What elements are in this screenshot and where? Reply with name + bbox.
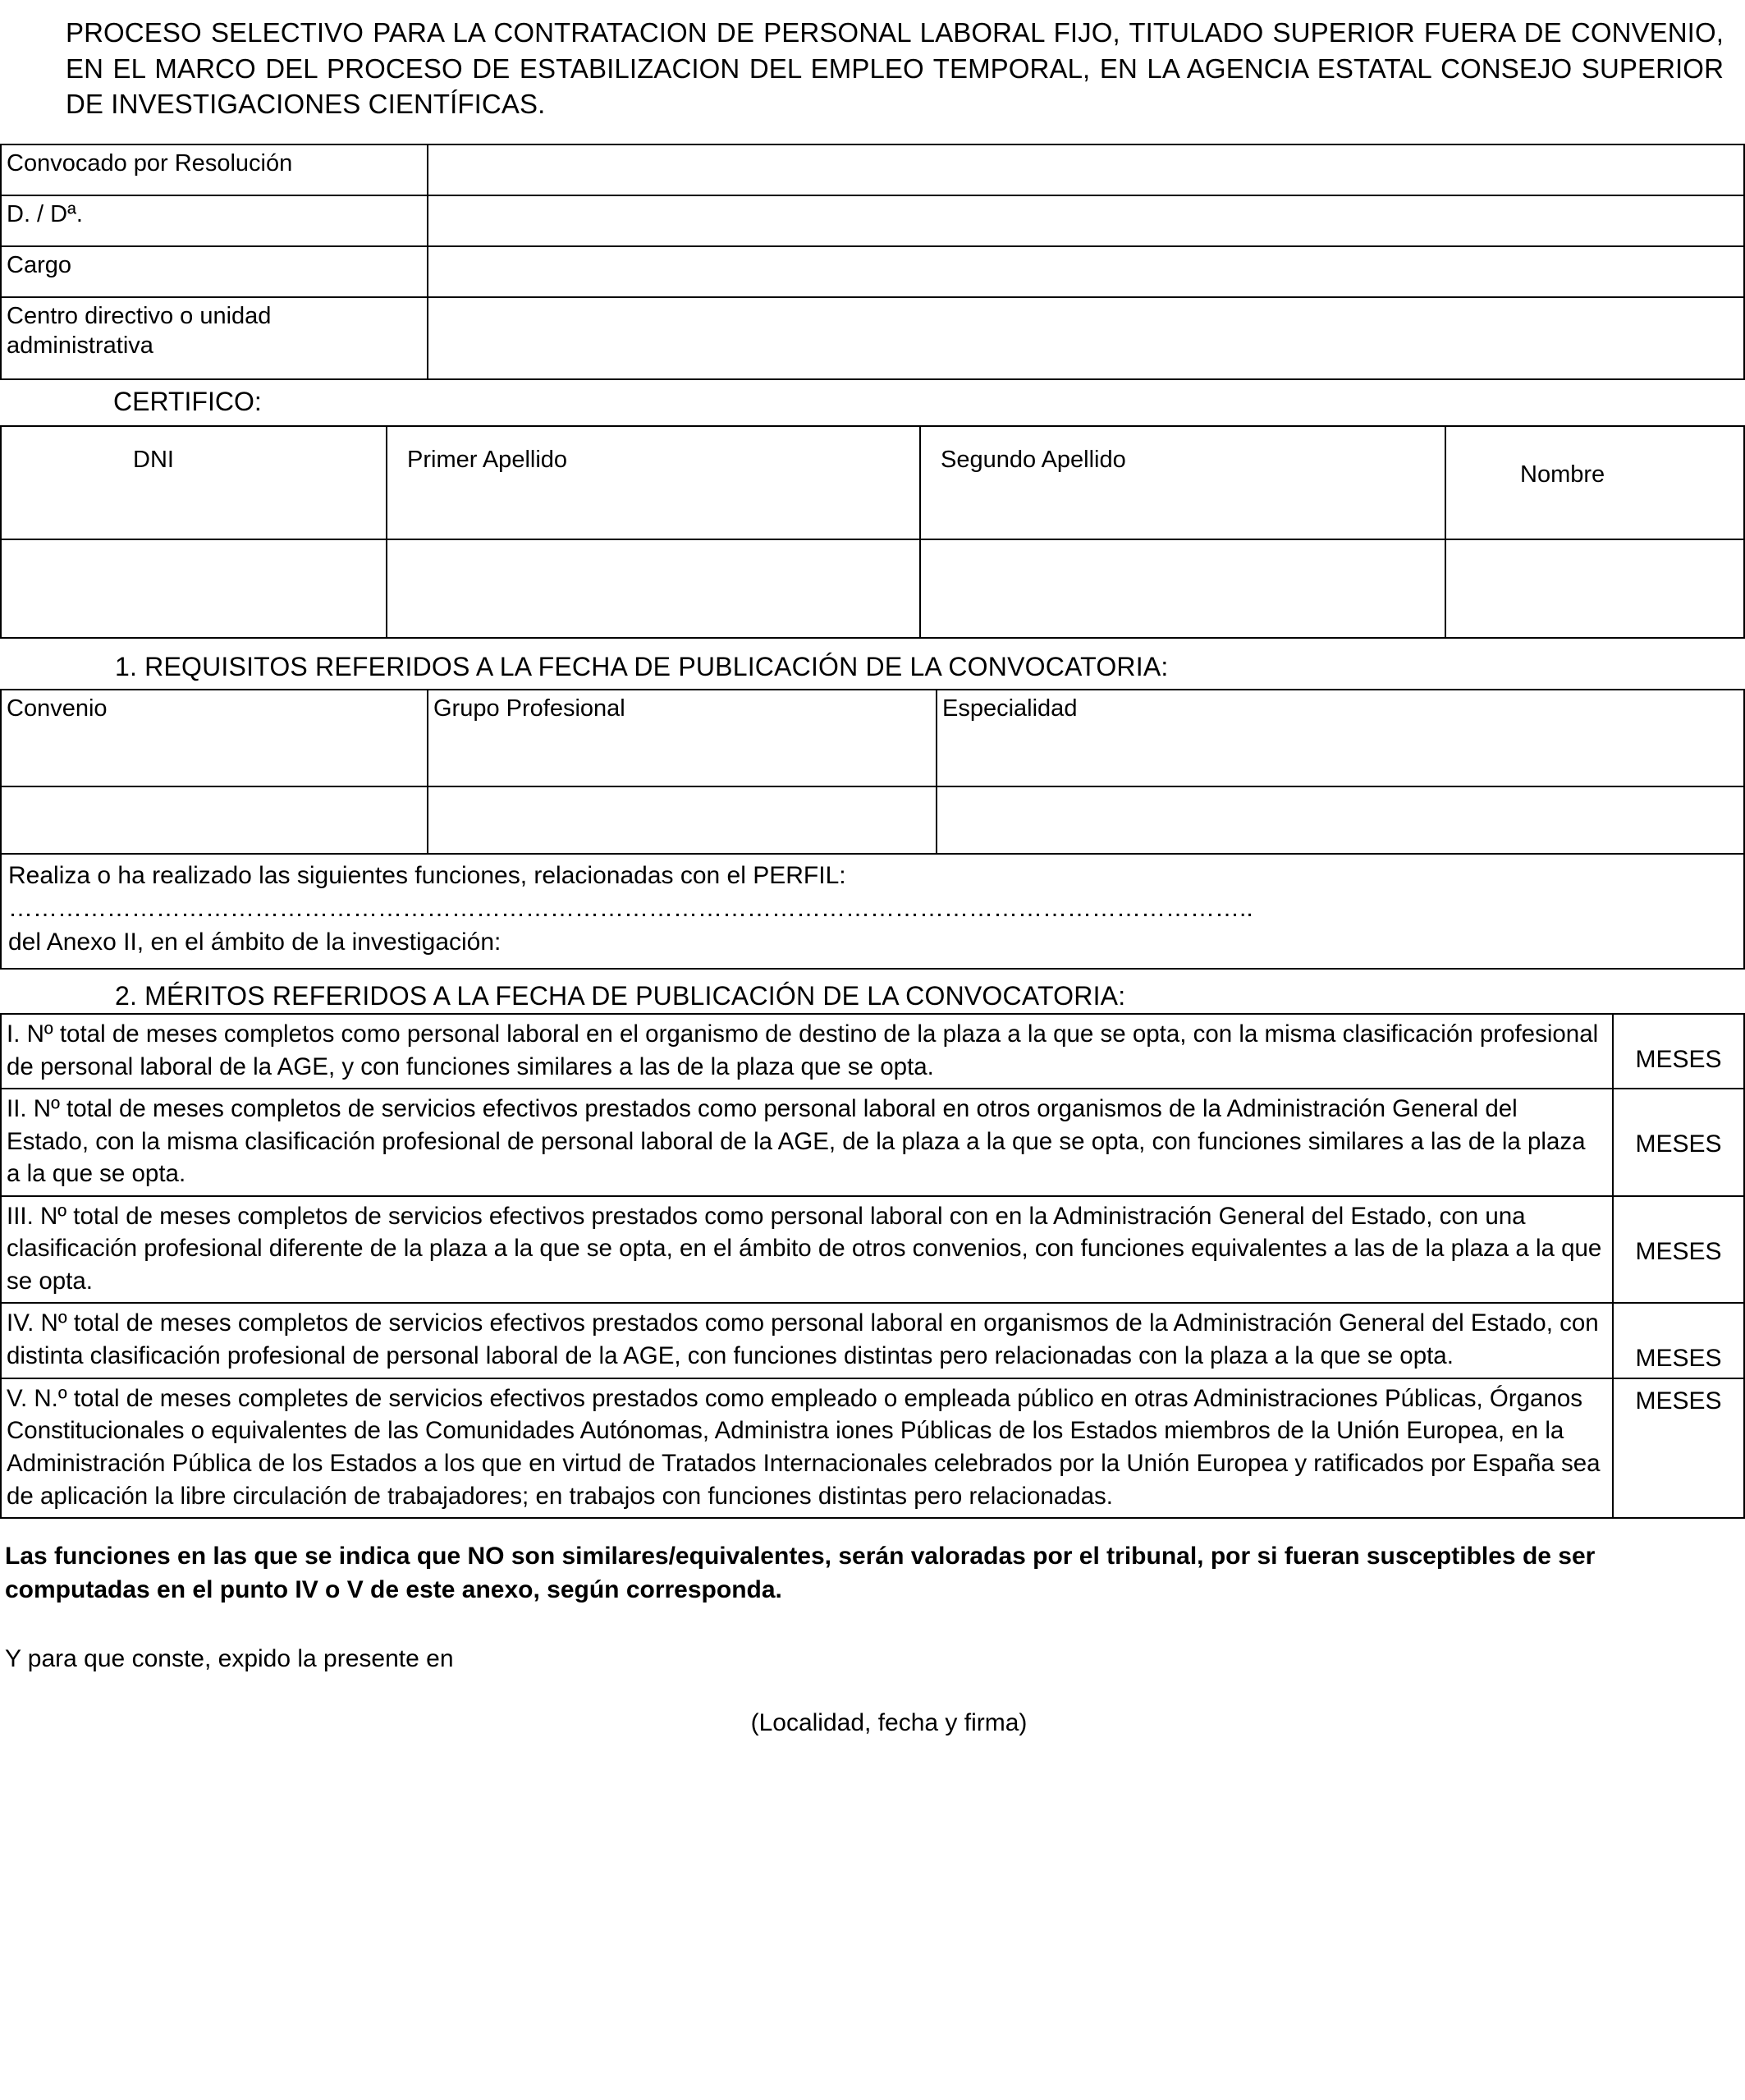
header-fields-table	[0, 144, 1745, 380]
merit-item-ii-meses-label[interactable]: MESES	[1613, 1089, 1744, 1196]
table-row	[1, 1014, 1744, 1089]
funciones-intro: Realiza o ha realizado las siguientes funciones, relacionadas con el PERFIL:	[8, 861, 846, 889]
table-row	[1, 246, 1744, 297]
table-header-row	[1, 690, 1744, 786]
certifico-label: CERTIFICO:	[113, 386, 262, 416]
table-row	[1, 1089, 1744, 1196]
funciones-dotted-line[interactable]: ……………………………………………………………………………………………………………………………………..	[8, 895, 1253, 923]
merit-item-iii-text: III. Nº total de meses completos de servicios efectivos prestados como personal laboral con en la Administración General del Estado, con una clasificación profesional diferente de la plaza a la que se opta, en el ámbito de otros convenios, con funciones equivalentes a las de la plaza a la que se opta.	[1, 1196, 1613, 1304]
funciones-outro: del Anexo II, en el ámbito de la investigación:	[8, 928, 502, 956]
column-header-primer-apellido: Primer Apellido	[387, 426, 920, 539]
field-value-convocado[interactable]	[428, 144, 1744, 195]
cell-grupo-profesional[interactable]	[428, 786, 937, 854]
note-text: Las funciones en las que se indica que NO son similares/equivalentes, serán valoradas por el tribunal, por si fueran susceptibles de ser computadas en el punto IV o V de este anexo, según corresponda.	[5, 1543, 1596, 1603]
section-1-heading: 1. REQUISITOS REFERIDOS A LA FECHA DE PUBLICACIÓN DE LA CONVOCATORIA:	[115, 651, 1169, 681]
merit-item-iv-meses-label[interactable]: MESES	[1613, 1303, 1744, 1378]
merit-item-iii-meses-label[interactable]: MESES	[1613, 1196, 1744, 1304]
column-header-dni: DNI	[1, 426, 387, 539]
signature-caption: (Localidad, fecha y firma)	[750, 1708, 1028, 1736]
table-row	[1, 297, 1744, 379]
merit-item-i-text: I. Nº total de meses completos como personal laboral en el organismo de destino de la plaza a la que se opta, con la misma clasificación profesional de personal laboral de la AGE, y con funciones similares a las de la plaza que se opta.	[1, 1014, 1613, 1089]
requisitos-table	[0, 689, 1745, 855]
merit-item-iv-text: IV. Nº total de meses completos de servicios efectivos prestados como personal laboral en organismos de la Administración General del Estado, con distinta clasificación profesional de personal laboral de la AGE, con funciones distintas pero relacionadas con la plaza a la que se opta.	[1, 1303, 1613, 1378]
column-header-nombre: Nombre	[1445, 426, 1744, 539]
meritos-table	[0, 1013, 1745, 1519]
cell-primer-apellido[interactable]	[387, 539, 920, 638]
merit-item-v-meses-label[interactable]: MESES	[1613, 1378, 1744, 1518]
table-row	[1, 195, 1744, 246]
funciones-block	[0, 855, 1745, 970]
merit-item-ii-text: II. Nº total de meses completos de servicios efectivos prestados como personal laboral en otros organismos de la Administración General del Estado, con la misma clasificación profesional de personal laboral de la AGE, de la plaza a la que se opta, con funciones similares a las de la plaza a la que se opta.	[1, 1089, 1613, 1196]
field-label-convocado: Convocado por Resolución	[1, 144, 428, 195]
table-row	[1, 1378, 1744, 1518]
table-row	[1, 786, 1744, 854]
field-value-cargo[interactable]	[428, 246, 1744, 297]
table-row	[1, 539, 1744, 638]
column-header-segundo-apellido: Segundo Apellido	[920, 426, 1445, 539]
cell-convenio[interactable]	[1, 786, 428, 854]
page-title: PROCESO SELECTIVO PARA LA CONTRATACION DE PERSONAL LABORAL FIJO, TITULADO SUPERIOR FUERA DE CONVENIO, EN EL MARCO DEL PROCESO DE ESTABILIZACION DEL EMPLEO TEMPORAL, EN LA AGENCIA ESTATAL CONSEJO SUPERIOR DE INVESTIGACIONES CIENTÍFICAS.	[66, 17, 1724, 120]
field-label-nombre-tratamiento: D. / Dª.	[1, 195, 428, 246]
section-2-heading: 2. MÉRITOS REFERIDOS A LA FECHA DE PUBLICACIÓN DE LA CONVOCATORIA:	[115, 981, 1126, 1011]
cell-dni[interactable]	[1, 539, 387, 638]
table-row	[1, 1196, 1744, 1304]
field-value-centro-directivo[interactable]	[428, 297, 1744, 379]
table-row	[1, 1303, 1744, 1378]
table-row	[1, 144, 1744, 195]
field-value-nombre-tratamiento[interactable]	[428, 195, 1744, 246]
table-header-row	[1, 426, 1744, 539]
cell-nombre[interactable]	[1445, 539, 1744, 638]
field-label-cargo: Cargo	[1, 246, 428, 297]
person-table	[0, 425, 1745, 639]
cell-segundo-apellido[interactable]	[920, 539, 1445, 638]
merit-item-v-text: V. N.º total de meses completes de servicios efectivos prestados como empleado o empleada público en otras Administraciones Públicas, Órganos Constitucionales o equivalentes de las Comunidades Autónomas, Administra iones Públicas de los Estados miembros de la Unión Europea, en la Administración Pública de los Estados a los que en virtud de Tratados Internacionales celebrados por la Unión Europea y ratificados por España sea de aplicación la libre circulación de trabajadores; en trabajos con funciones distintas pero relacionadas.	[1, 1378, 1613, 1518]
column-header-grupo-profesional: Grupo Profesional	[428, 690, 937, 786]
column-header-especialidad: Especialidad	[937, 690, 1744, 786]
column-header-convenio: Convenio	[1, 690, 428, 786]
merit-item-i-meses-label[interactable]: MESES	[1613, 1014, 1744, 1089]
field-label-centro-directivo: Centro directivo o unidad administrativa	[1, 297, 428, 379]
closing-text: Y para que conste, expido la presente en	[5, 1644, 454, 1672]
cell-especialidad[interactable]	[937, 786, 1744, 854]
